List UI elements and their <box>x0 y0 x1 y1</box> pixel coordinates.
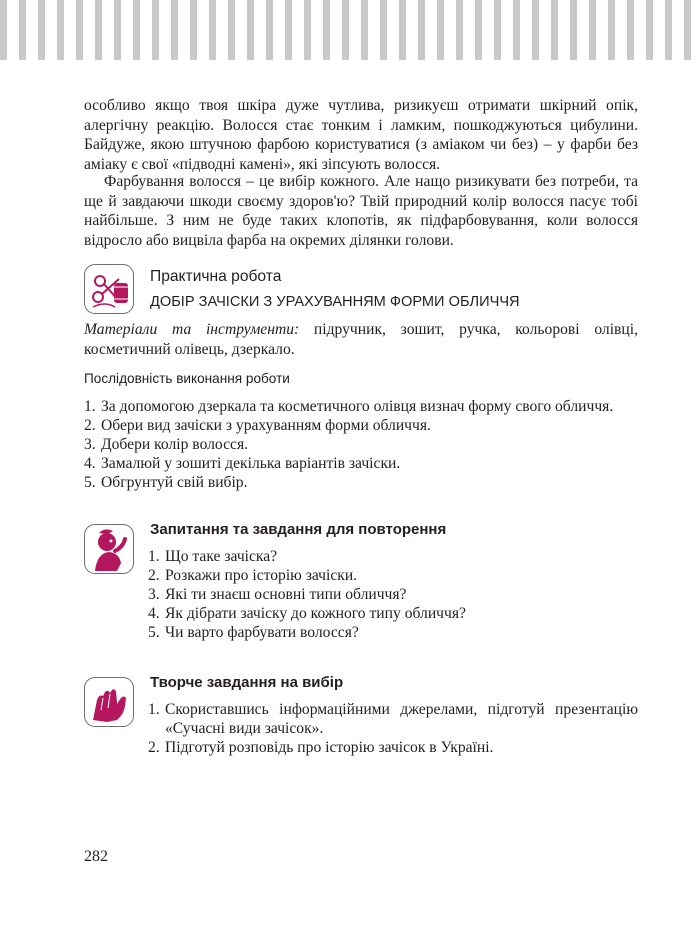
materials-text: підручник, зошит, ручка, кольорові олівці, косметичний олівець, дзеркало. <box>84 321 638 358</box>
practical-work-subtitle: ДОБІР ЗАЧІСКИ З УРАХУВАННЯМ ФОРМИ ОБЛИЧЧЯ <box>150 294 520 310</box>
list-item-text: Які ти знаєш основні типи обличчя? <box>165 586 407 603</box>
sewing-tools-icon <box>84 264 134 314</box>
list-item-text: Скориставшись інформаційними джерелами, підготуй презентацію «Сучасні види зачісок». <box>165 701 638 737</box>
list-item-text: Замалюй у зошиті декілька варіантів зачіски. <box>101 455 401 472</box>
page-number: 282 <box>84 848 108 865</box>
thinking-person-icon <box>84 524 134 574</box>
list-item-number: 1. <box>84 398 96 415</box>
list-item <box>148 604 638 623</box>
list-item-number: 4. <box>148 605 160 622</box>
list-item-number: 4. <box>84 455 96 472</box>
list-item-text: Підготуй розповідь про історію зачісок в Україні. <box>165 739 494 756</box>
intro-paragraph-2: Фарбування волосся – це вибір кожного. Але нащо ризикувати без потреби, та ще й завдаючи шкоди своєму здоров'ю? Твій природний колір волосся пасує тобі найбільше. З ним не буде таких клопотів, як підфарбовування, коли волосся відросло або вицвіла фарба на окремих ділянки голови. <box>84 173 638 249</box>
list-item <box>148 700 638 738</box>
intro-paragraph-1: особливо якщо твоя шкіра дуже чутлива, ризикуєш отримати шкірний опік, алергічну реакцію. Волосся стає тонким і ламким, пошкоджуються цибулини. Байдуже, якою штучною фарбою користуватися (з аміаком чи без) – у фарби без аміаку є свої «підводні камені», які зіпсують волосся. <box>84 97 638 173</box>
list-item-number: 1. <box>148 701 160 718</box>
sequence-title: Послідовність виконання роботи <box>84 371 290 386</box>
list-item-text: Обгрунтуй свій вибір. <box>101 474 248 491</box>
list-item <box>148 566 638 585</box>
list-item-text: Розкажи про історію зачіски. <box>165 567 358 584</box>
list-item-text: Чи варто фарбувати волосся? <box>165 624 359 641</box>
list-item-number: 5. <box>84 474 96 491</box>
questions-list <box>148 547 638 642</box>
list-item-number: 3. <box>84 436 96 453</box>
list-item <box>148 623 638 642</box>
gloves-icon <box>84 677 134 727</box>
list-item-number: 5. <box>148 624 160 641</box>
list-item-text: За допомогою дзеркала та косметичного олівця визнач форму свого обличчя. <box>101 398 614 415</box>
list-item <box>84 416 644 435</box>
materials-line <box>84 320 638 359</box>
list-item <box>84 454 644 473</box>
list-item <box>148 585 638 604</box>
list-item-number: 2. <box>148 567 160 584</box>
list-item-number: 2. <box>84 417 96 434</box>
list-item <box>84 397 644 416</box>
materials-label: Матеріали та інструменти: <box>84 321 300 338</box>
header-stripes <box>0 0 700 60</box>
list-item-text: Добери колір волосся. <box>101 436 249 453</box>
list-item <box>84 473 644 492</box>
creative-task-list <box>148 700 638 757</box>
list-item <box>148 547 638 566</box>
list-item <box>148 738 638 757</box>
practical-work-title: Практична робота <box>150 268 282 285</box>
list-item-text: Що таке зачіска? <box>165 548 278 565</box>
list-item-number: 3. <box>148 586 160 603</box>
creative-task-title: Творче завдання на вибір <box>150 674 344 691</box>
list-item-text: Як дібрати зачіску до кожного типу обличчя? <box>165 605 466 622</box>
list-item-number: 1. <box>148 548 160 565</box>
list-item-text: Обери вид зачіски з урахуванням форми обличчя. <box>101 417 431 434</box>
list-item <box>84 435 644 454</box>
practical-steps-list <box>84 397 644 492</box>
list-item-number: 2. <box>148 739 160 756</box>
questions-title: Запитання та завдання для повторення <box>150 521 447 538</box>
